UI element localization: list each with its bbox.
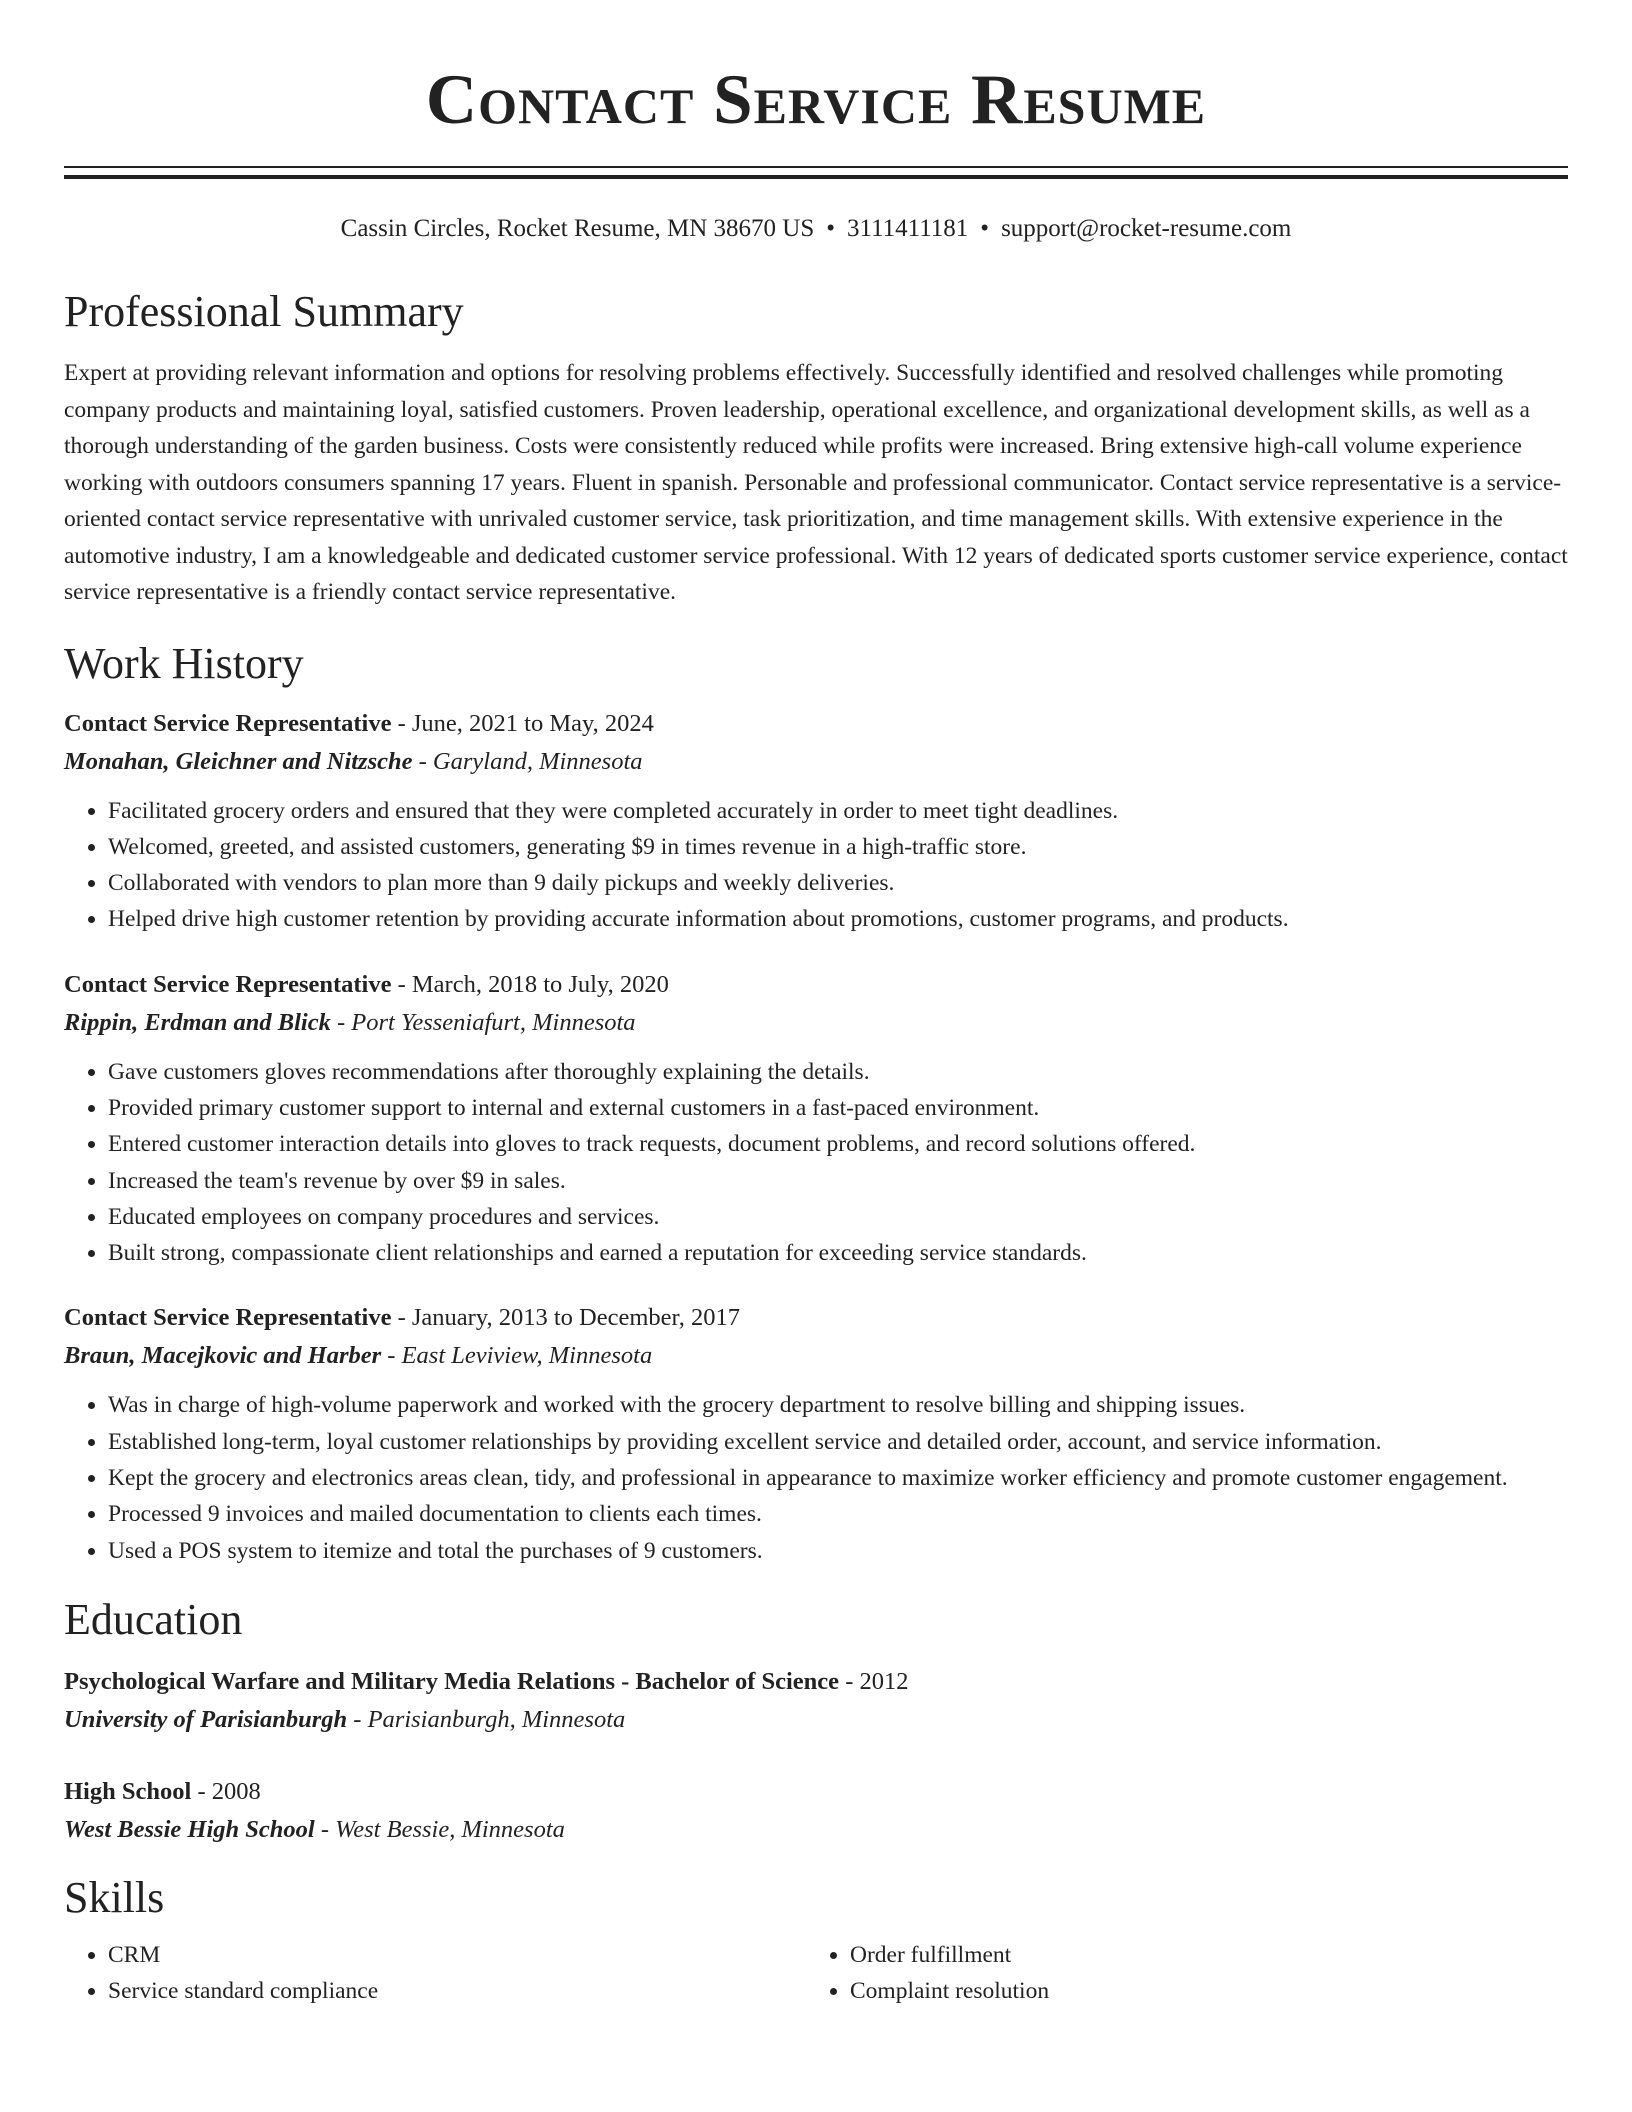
- job-company-line: [64, 1337, 1568, 1375]
- list-item: • Increased the team's revenue by over $9 in sales.: [108, 1163, 1568, 1199]
- job-header: [64, 966, 1568, 1004]
- contact-separator: •: [980, 215, 990, 242]
- education-entry: [64, 1773, 1568, 1849]
- contact-phone: 3111411181: [847, 215, 969, 242]
- education-location: - Parisianburgh, Minnesota: [347, 1705, 626, 1733]
- list-item: • Collaborated with vendors to plan more than 9 daily pickups and weekly deliveries.: [108, 865, 1568, 901]
- education-degree-line: [64, 1773, 1568, 1811]
- job-location: - Port Yesseniafurt, Minnesota: [330, 1008, 636, 1036]
- list-item: • Processed 9 invoices and mailed documentation to clients each times.: [108, 1496, 1568, 1532]
- title-rule-thick: [64, 175, 1568, 179]
- job-dates: - January, 2013 to December, 2017: [391, 1304, 740, 1332]
- list-item: • Welcomed, greeted, and assisted customers, generating $9 in times revenue in a high-traffic store.: [108, 829, 1568, 865]
- skills-list: [64, 1937, 1568, 2009]
- education-school-line: [64, 1811, 1568, 1849]
- job-entry: [64, 966, 1568, 1272]
- skills-column-right: [806, 1937, 1506, 2009]
- job-title: Contact Service Representative: [64, 709, 392, 737]
- list-item: • Gave customers gloves recommendations after thoroughly explaining the details.: [108, 1054, 1568, 1090]
- job-company: Rippin, Erdman and Blick: [64, 1008, 331, 1036]
- job-entry: [64, 705, 1568, 938]
- job-title: Contact Service Representative: [64, 1304, 392, 1332]
- list-item: • Entered customer interaction details into gloves to track requests, document problems, and record solutions offered.: [108, 1126, 1568, 1162]
- list-item: • Used a POS system to itemize and total the purchases of 9 customers.: [108, 1533, 1568, 1569]
- education-year: - 2008: [191, 1777, 261, 1805]
- list-item: • Was in charge of high-volume paperwork and worked with the grocery department to resolve billing and shipping issues.: [108, 1387, 1568, 1423]
- job-dates: - March, 2018 to July, 2020: [391, 970, 669, 998]
- summary-heading: Professional Summary: [64, 287, 464, 336]
- list-item: • Complaint resolution: [850, 1973, 1506, 2009]
- education-year: - 2012: [839, 1667, 909, 1695]
- job-bullets: [64, 1387, 1568, 1568]
- list-item: • Established long-term, loyal customer relationships by providing excellent service and detailed order, account, and service information.: [108, 1424, 1568, 1460]
- contact-separator: •: [826, 215, 835, 242]
- contact-line: [64, 213, 1568, 245]
- list-item: • Kept the grocery and electronics areas clean, tidy, and professional in appearance to maximize worker efficiency and promote customer engagement.: [108, 1460, 1568, 1496]
- resume-title: Contact Service Resume: [425, 61, 1207, 139]
- list-item: • Built strong, compassionate client relationships and earned a reputation for exceeding service standards.: [108, 1235, 1568, 1271]
- list-item: • CRM: [108, 1937, 806, 1973]
- list-item: • Helped drive high customer retention by providing accurate information about promotions, customer programs, and products.: [108, 901, 1568, 937]
- job-bullets: [64, 793, 1568, 938]
- job-company: Braun, Macejkovic and Harber: [64, 1342, 382, 1370]
- work-history-heading: Work History: [64, 638, 304, 688]
- list-item: • Provided primary customer support to internal and external customers in a fast-paced environment.: [108, 1090, 1568, 1126]
- education-entry: [64, 1663, 1568, 1739]
- education-heading: Education: [64, 1594, 243, 1644]
- education-degree: High School: [64, 1777, 192, 1805]
- list-item: • Facilitated grocery orders and ensured that they were completed accurately in order to meet tight deadlines.: [108, 793, 1568, 829]
- contact-email: support@rocket-resume.com: [1001, 215, 1292, 242]
- title-rule-thin: [64, 166, 1568, 168]
- job-title: Contact Service Representative: [64, 970, 392, 998]
- job-entry: [64, 1299, 1568, 1568]
- job-header: [64, 705, 1568, 743]
- education-school: University of Parisianburgh: [64, 1705, 348, 1733]
- job-location: - East Leviview, Minnesota: [381, 1342, 653, 1370]
- education-school-line: [64, 1701, 1568, 1739]
- list-item: • Service standard compliance: [108, 1973, 806, 2009]
- skills-column-left: [64, 1937, 806, 2009]
- education-school: West Bessie High School: [64, 1815, 315, 1843]
- contact-address: Cassin Circles, Rocket Resume, MN 38670 US: [340, 215, 815, 242]
- job-location: - Garyland, Minnesota: [412, 747, 643, 775]
- job-header: [64, 1299, 1568, 1337]
- job-company: Monahan, Gleichner and Nitzsche: [64, 747, 413, 775]
- job-bullets: [64, 1054, 1568, 1272]
- education-degree: Psychological Warfare and Military Media Relations - Bachelor of Science: [64, 1667, 840, 1695]
- skills-heading: Skills: [64, 1872, 165, 1922]
- job-company-line: [64, 1004, 1568, 1042]
- job-company-line: [64, 743, 1568, 781]
- list-item: • Educated employees on company procedures and services.: [108, 1199, 1568, 1235]
- list-item: • Order fulfillment: [850, 1937, 1506, 1973]
- education-location: - West Bessie, Minnesota: [314, 1815, 565, 1843]
- education-degree-line: [64, 1663, 1568, 1701]
- job-dates: - June, 2021 to May, 2024: [391, 709, 654, 737]
- summary-text: Expert at providing relevant information and options for resolving problems effectively. Successfully identified and resolved challenges while promoting company products and maintaining loyal, satisfied customers. Proven leadership, operational excellence, and organizational development skills, as well as a thorough understanding of the garden business. Costs were consistently reduced while profits were increased. Bring extensive high-call volume experience working with outdoors consumers spanning 17 years. Fluent in spanish. Personable and professional communicator. Contact service representative is a service-oriented contact service representative with unrivaled customer service, task prioritization, and time management skills. With extensive experience in the automotive industry, I am a knowledgeable and dedicated customer service professional. With 12 years of dedicated sports customer service experience, contact service representative is a friendly contact service representative.: [64, 360, 1568, 605]
